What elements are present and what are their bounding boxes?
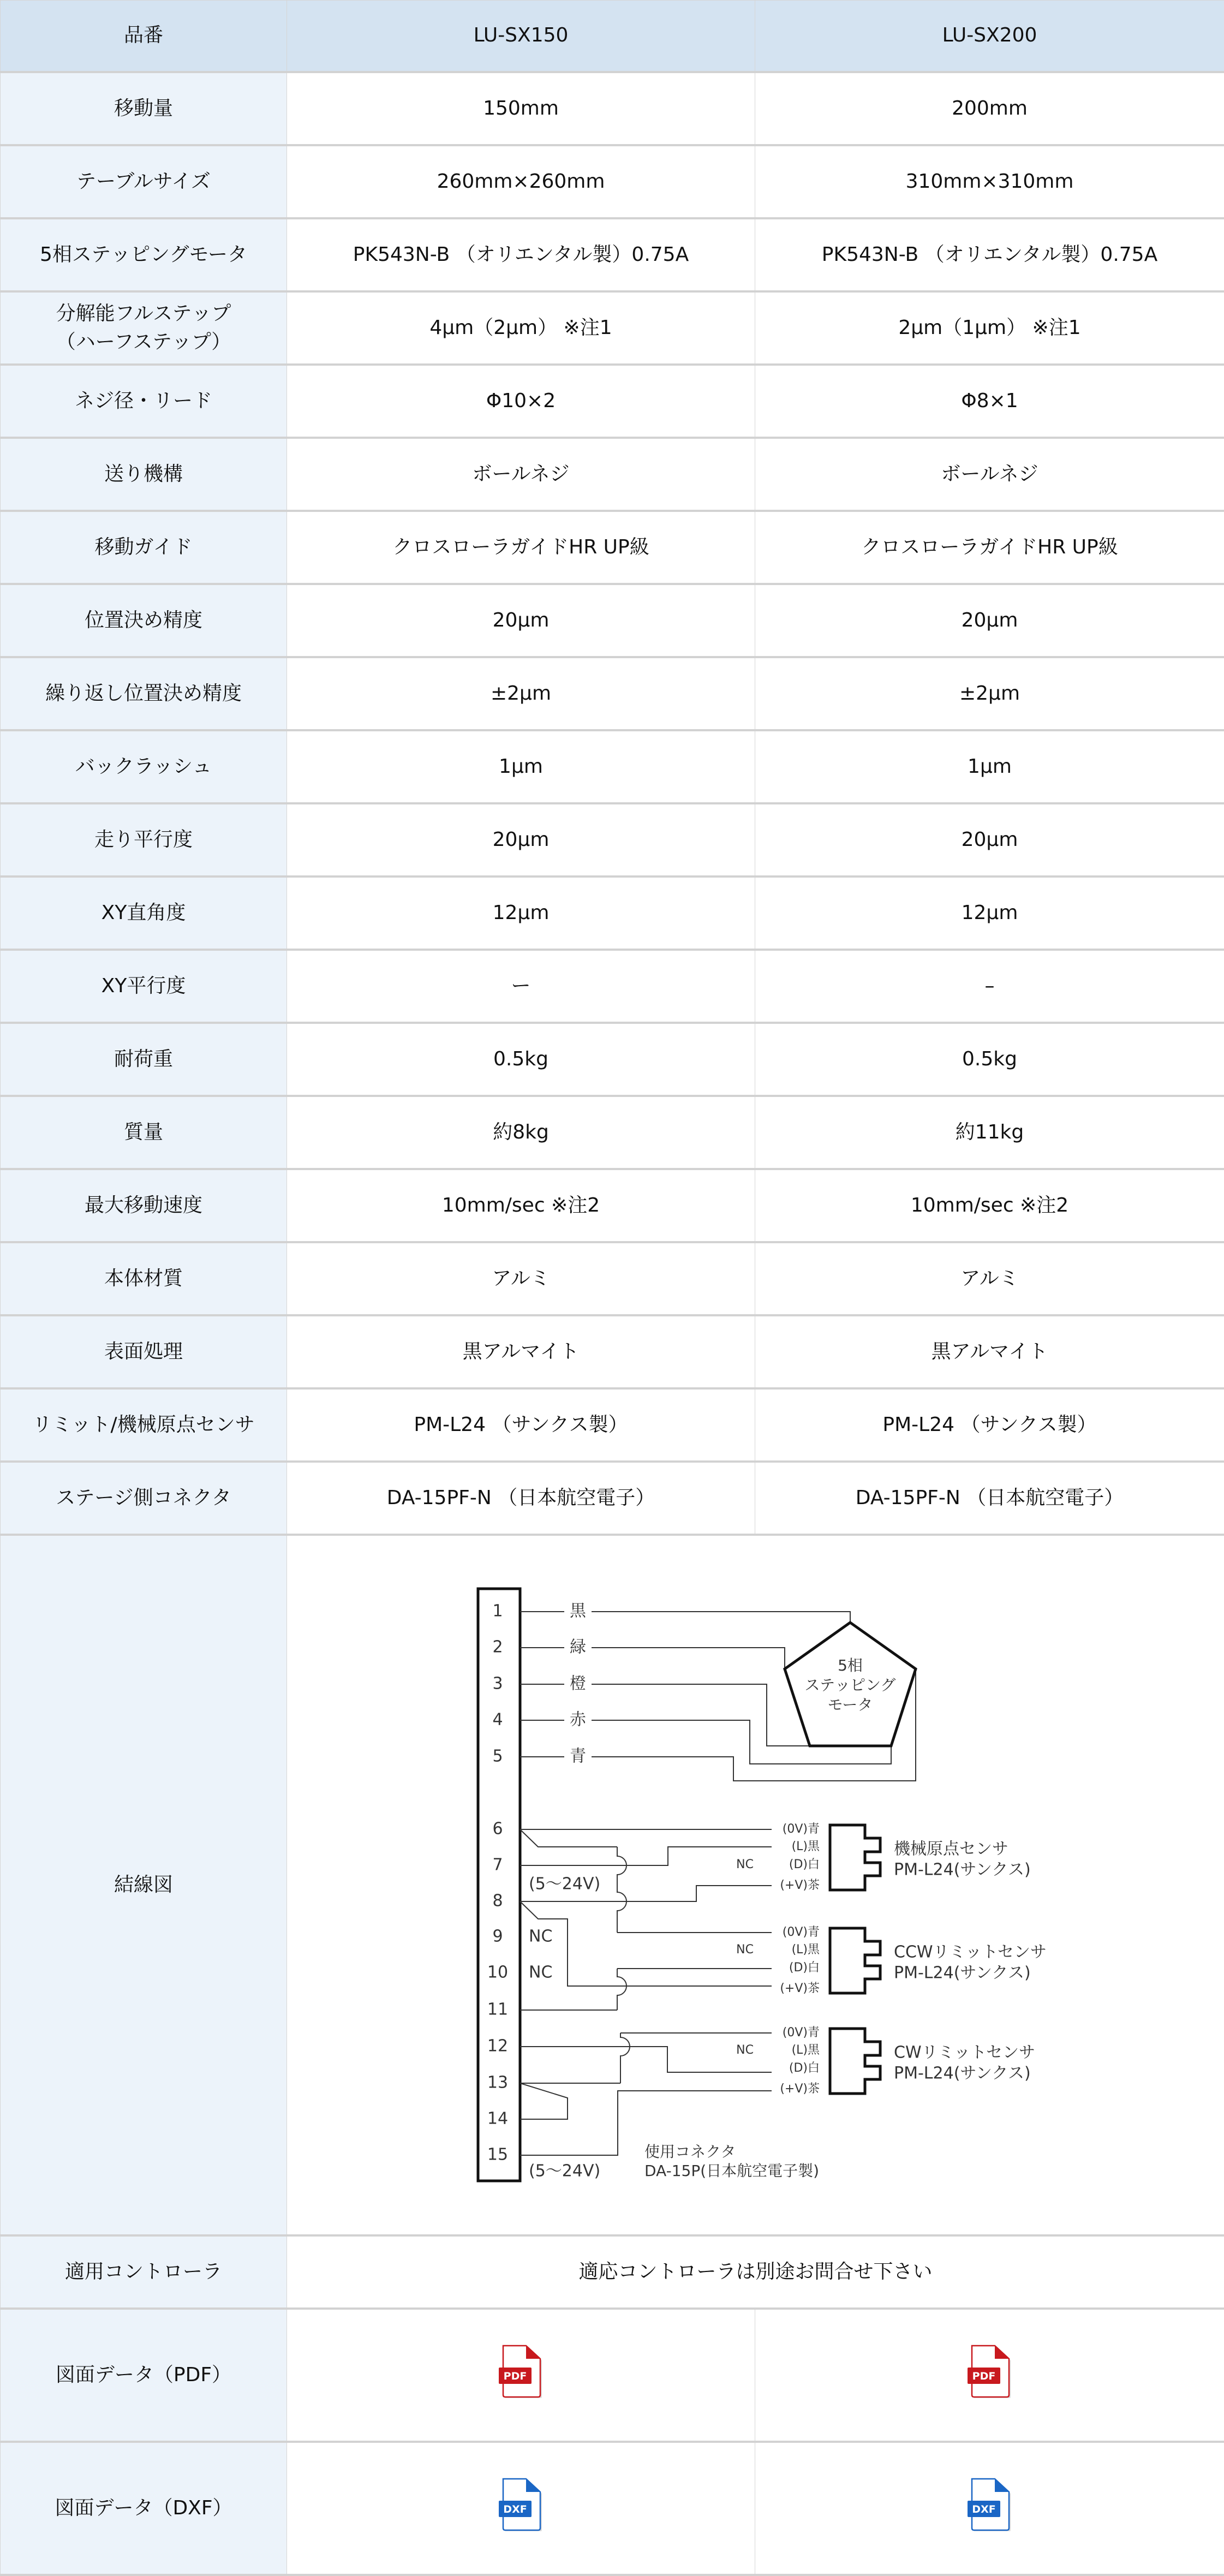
spec-value: PM-L24 （サンクス製） xyxy=(755,1388,1224,1462)
spec-row xyxy=(1,218,1224,291)
spec-label: 表面処理 xyxy=(1,1315,287,1388)
nc-label: NC xyxy=(736,1858,754,1871)
sensor-name: CWリミットセンサ xyxy=(894,2043,1035,2062)
svg-text:PDF: PDF xyxy=(972,2370,995,2382)
sensor-model: PM-L24(サンクス) xyxy=(894,1861,1031,1880)
dxf-cell-lu-sx200 xyxy=(755,2442,1224,2575)
spec-value: ボールネジ xyxy=(287,438,755,511)
spec-label: 移動量 xyxy=(1,72,287,145)
sensor-name: CCWリミットセンサ xyxy=(894,1943,1047,1962)
connector-note: 使用コネクタ xyxy=(644,2143,736,2161)
spec-label: ステージ側コネクタ xyxy=(1,1462,287,1535)
spec-row xyxy=(1,365,1224,438)
wiring-label: 結線図 xyxy=(1,1535,287,2235)
spec-value: ボールネジ xyxy=(755,438,1224,511)
spec-label: バックラッシュ xyxy=(1,730,287,803)
controller-row xyxy=(1,2235,1224,2309)
spec-value: Φ8×1 xyxy=(755,365,1224,438)
controller-label: 適用コントローラ xyxy=(1,2235,287,2309)
controller-value: 適応コントローラは別途お問合せ下さい xyxy=(287,2235,1224,2309)
wire-color-label: 橙 xyxy=(570,1674,586,1694)
wire-color-label: 黒 xyxy=(570,1602,587,1621)
pdf-label: 図面データ（PDF） xyxy=(1,2309,287,2442)
model-lu-sx150: LU-SX150 xyxy=(287,1,755,73)
header-label: 品番 xyxy=(1,1,287,73)
motor-label: モータ xyxy=(828,1696,873,1714)
spec-value: DA-15PF-N （日本航空電子） xyxy=(755,1462,1224,1535)
spec-value: 10mm/sec ※注2 xyxy=(755,1169,1224,1242)
pin-number: 7 xyxy=(492,1856,503,1875)
pin-number: 4 xyxy=(492,1710,503,1730)
wire-color-label: 緑 xyxy=(570,1638,586,1657)
spec-value: 0.5kg xyxy=(287,1023,755,1096)
sensor-wire-label: (0V)青 xyxy=(783,1925,820,1939)
spec-value: 20μm xyxy=(755,584,1224,657)
sensor-model: PM-L24(サンクス) xyxy=(894,2064,1031,2083)
spec-value: PK543N-B （オリエンタル製）0.75A xyxy=(755,218,1224,291)
spec-row xyxy=(1,584,1224,657)
model-lu-sx200: LU-SX200 xyxy=(755,1,1224,73)
pin-number: 5 xyxy=(492,1747,503,1766)
motor-label: ステッピング xyxy=(805,1676,896,1694)
spec-row xyxy=(1,803,1224,876)
spec-value: 20μm xyxy=(755,803,1224,876)
spec-row xyxy=(1,145,1224,218)
nc-label: NC xyxy=(736,1943,754,1957)
spec-label: リミット/機械原点センサ xyxy=(1,1388,287,1462)
wire-color-label: 赤 xyxy=(570,1710,587,1730)
spec-label xyxy=(1,291,287,365)
sensor-wire-label: (D)白 xyxy=(789,1858,820,1871)
spec-row xyxy=(1,291,1224,365)
pin-number: 11 xyxy=(487,2000,508,2019)
spec-value: 約11kg xyxy=(755,1096,1224,1169)
spec-row xyxy=(1,1169,1224,1242)
spec-value: クロスローラガイドHR UP級 xyxy=(755,511,1224,584)
spec-value: PK543N-B （オリエンタル製）0.75A xyxy=(287,218,755,291)
svg-text:DXF: DXF xyxy=(503,2503,527,2515)
spec-value: Φ10×2 xyxy=(287,365,755,438)
pin-number: 12 xyxy=(487,2037,508,2056)
wiring-diagram xyxy=(287,1536,1224,2234)
spec-row xyxy=(1,876,1224,950)
spec-label: 本体材質 xyxy=(1,1242,287,1315)
spec-row xyxy=(1,950,1224,1023)
pin-number: 10 xyxy=(487,1963,508,1982)
nc-label: NC xyxy=(736,2043,754,2057)
spec-value: 12μm xyxy=(755,876,1224,950)
spec-label: 送り機構 xyxy=(1,438,287,511)
spec-label: XY直角度 xyxy=(1,876,287,950)
sensor-model: PM-L24(サンクス) xyxy=(894,1964,1031,1983)
spec-value: 20μm xyxy=(287,584,755,657)
spec-label: 質量 xyxy=(1,1096,287,1169)
spec-label: テーブルサイズ xyxy=(1,145,287,218)
spec-value: 黒アルマイト xyxy=(755,1315,1224,1388)
dxf-cell-lu-sx150 xyxy=(287,2442,755,2575)
pin-number: 3 xyxy=(492,1674,503,1694)
sensor-wire-label: (+V)茶 xyxy=(780,2082,820,2096)
pin-number: 14 xyxy=(487,2109,508,2128)
sensor-wire-label: (0V)青 xyxy=(783,1822,820,1836)
sensor-wire-label: (0V)青 xyxy=(783,2026,820,2040)
spec-value: 黒アルマイト xyxy=(287,1315,755,1388)
header-row xyxy=(1,1,1224,73)
pdf-row xyxy=(1,2309,1224,2442)
sensor-wire-label: (L)黒 xyxy=(792,1943,820,1957)
spec-label: ネジ径・リード xyxy=(1,365,287,438)
spec-value: 200mm xyxy=(755,72,1224,145)
sensor-symbol xyxy=(830,1825,880,1890)
pin-number: 15 xyxy=(487,2145,508,2164)
spec-row xyxy=(1,1242,1224,1315)
spec-value: ±2μm xyxy=(755,657,1224,730)
spec-value: 20μm xyxy=(287,803,755,876)
motor-label: 5相 xyxy=(838,1656,863,1674)
spec-value: DA-15PF-N （日本航空電子） xyxy=(287,1462,755,1535)
sensor-symbol xyxy=(830,2029,880,2094)
spec-row xyxy=(1,1096,1224,1169)
spec-row xyxy=(1,1462,1224,1535)
spec-value: 1μm xyxy=(755,730,1224,803)
wiring-diagram-svg xyxy=(287,1536,1224,2234)
spec-label-line: 分解能フルステップ xyxy=(6,300,281,328)
pdf-cell-lu-sx150 xyxy=(287,2309,755,2442)
wiring-diagram-cell xyxy=(287,1535,1224,2235)
spec-label: 5相ステッピングモータ xyxy=(1,218,287,291)
nc-label: NC xyxy=(529,1927,552,1946)
spec-value: 10mm/sec ※注2 xyxy=(287,1169,755,1242)
spec-row xyxy=(1,1023,1224,1096)
sensor-wire-label: (L)黒 xyxy=(792,1840,820,1853)
spec-row xyxy=(1,1315,1224,1388)
spec-value: 310mm×310mm xyxy=(755,145,1224,218)
wiring-row xyxy=(1,1535,1224,2235)
spec-value: アルミ xyxy=(287,1242,755,1315)
pin-number: 2 xyxy=(492,1638,503,1657)
spec-value: 2μm（1μm） ※注1 xyxy=(755,291,1224,365)
dxf-row xyxy=(1,2442,1224,2575)
spec-value: 150mm xyxy=(287,72,755,145)
svg-text:PDF: PDF xyxy=(503,2370,527,2382)
spec-label: 最大移動速度 xyxy=(1,1169,287,1242)
nc-label: NC xyxy=(529,1963,552,1982)
dxf-label: 図面データ（DXF） xyxy=(1,2442,287,2575)
spec-value: アルミ xyxy=(755,1242,1224,1315)
connector-note: DA-15P(日本航空電子製) xyxy=(644,2162,819,2180)
spec-label: 繰り返し位置決め精度 xyxy=(1,657,287,730)
svg-text:DXF: DXF xyxy=(972,2503,995,2515)
sensor-wire-label: (D)白 xyxy=(789,1961,820,1975)
spec-value: ー xyxy=(287,950,755,1023)
pin-number: 6 xyxy=(492,1820,503,1839)
sensor-name: 機械原点センサ xyxy=(894,1840,1008,1859)
spec-label: 移動ガイド xyxy=(1,511,287,584)
sensor-wire-label: (+V)茶 xyxy=(780,1879,820,1892)
pdf-file-icon[interactable] xyxy=(966,2344,1013,2398)
sensor-wire-label: (D)白 xyxy=(789,2061,820,2075)
spec-row xyxy=(1,730,1224,803)
spec-value: PM-L24 （サンクス製） xyxy=(287,1388,755,1462)
dxf-file-icon[interactable] xyxy=(966,2477,1013,2531)
sensor-symbol xyxy=(830,1928,880,1993)
spec-row xyxy=(1,72,1224,145)
pin-number: 8 xyxy=(492,1892,503,1911)
pin-number: 1 xyxy=(492,1602,503,1621)
spec-row xyxy=(1,438,1224,511)
dxf-file-icon[interactable] xyxy=(498,2477,545,2531)
sensor-wire-label: (+V)茶 xyxy=(780,1982,820,1995)
spec-value: 4μm（2μm） ※注1 xyxy=(287,291,755,365)
spec-label-line: （ハーフステップ） xyxy=(6,328,281,356)
spec-label: 走り平行度 xyxy=(1,803,287,876)
spec-row xyxy=(1,511,1224,584)
pin-number: 13 xyxy=(487,2073,508,2092)
spec-value: – xyxy=(755,950,1224,1023)
spec-label: XY平行度 xyxy=(1,950,287,1023)
spec-label: 位置決め精度 xyxy=(1,584,287,657)
spec-value: 0.5kg xyxy=(755,1023,1224,1096)
spec-label: 耐荷重 xyxy=(1,1023,287,1096)
voltage-label: (5～24V) xyxy=(529,2162,600,2181)
voltage-label: (5～24V) xyxy=(529,1875,600,1894)
spec-row xyxy=(1,1388,1224,1462)
spec-value: 約8kg xyxy=(287,1096,755,1169)
spec-value: 1μm xyxy=(287,730,755,803)
pdf-file-icon[interactable] xyxy=(498,2344,545,2398)
pdf-cell-lu-sx200 xyxy=(755,2309,1224,2442)
spec-value: 260mm×260mm xyxy=(287,145,755,218)
sensor-wire-label: (L)黒 xyxy=(792,2043,820,2057)
spec-value: 12μm xyxy=(287,876,755,950)
spec-row xyxy=(1,657,1224,730)
pin-number: 9 xyxy=(492,1927,503,1946)
spec-value: ±2μm xyxy=(287,657,755,730)
wire-color-label: 青 xyxy=(570,1747,586,1766)
spec-value: クロスローラガイドHR UP級 xyxy=(287,511,755,584)
